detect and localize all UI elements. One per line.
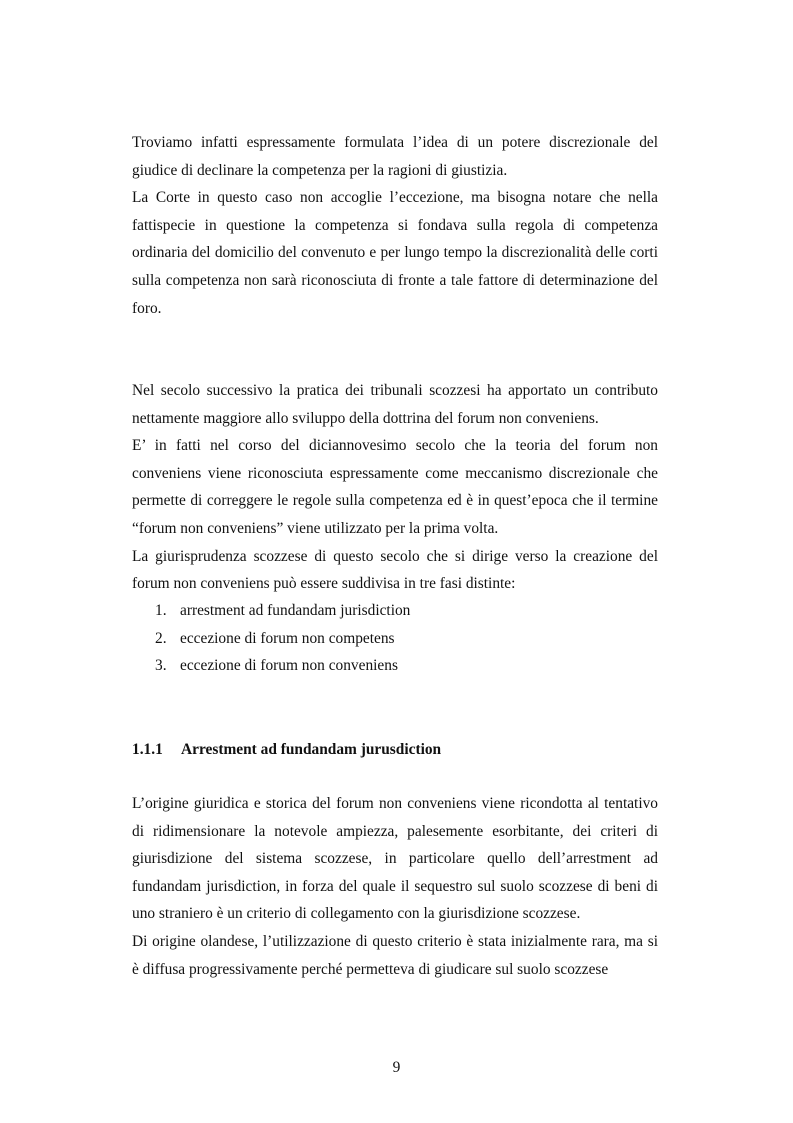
list-item-text: eccezione di forum non competens bbox=[180, 629, 395, 647]
list-item bbox=[155, 597, 410, 625]
section-number: 1.1.1 bbox=[132, 741, 163, 758]
paragraph: Di origine olandese, l’utilizzazione di questo criterio è stata inizialmente rara, ma si è diffusa progressivamente perché permetteva di giudicare sul suolo scozzese bbox=[132, 932, 658, 978]
numbered-list bbox=[155, 597, 410, 680]
paragraph: E’ in fatti nel corso del diciannovesimo secolo che la teoria del forum non conveniens viene riconosciuta espressamente come meccanismo discrezionale che permette di correggere le regole sulla competenza ed è in quest’epoca che il termine “forum non conveniens” viene utilizzato per la prima volta. bbox=[132, 437, 658, 537]
list-item-number: 2. bbox=[155, 629, 167, 647]
paragraph: La giurisprudenza scozzese di questo secolo che si dirige verso la creazione del forum non conveniens può essere suddivisa in tre fasi distinte: bbox=[132, 547, 658, 593]
text-block-bottom bbox=[132, 790, 658, 983]
list-item-text: eccezione di forum non conveniens bbox=[180, 657, 398, 675]
list-item-number: 3. bbox=[155, 657, 167, 675]
paragraph: Troviamo infatti espressamente formulata l’idea di un potere discrezionale del giudice di declinare la competenza per la ragioni di giustizia. bbox=[132, 134, 658, 179]
page-number: 9 bbox=[392, 1059, 401, 1076]
section-heading bbox=[132, 736, 658, 764]
list-item bbox=[155, 652, 410, 680]
section-title: Arrestment ad fundandam jurusdiction bbox=[181, 741, 442, 758]
paragraph: La Corte in questo caso non accoglie l’eccezione, ma bisogna notare che nella fattispecie in questione la competenza si fondava sulla regola di competenza ordinaria del domicilio del convenuto e per lungo tempo la discrezionalità delle corti sulla competenza non sarà riconosciuta di fronte a tale fattore di determinazione del foro. bbox=[132, 189, 658, 317]
paragraph: Nel secolo successivo la pratica dei tribunali scozzesi ha apportato un contributo nettamente maggiore allo sviluppo della dottrina del forum non conveniens. bbox=[132, 382, 658, 427]
text-block-middle bbox=[132, 377, 658, 598]
list-item-number: 1. bbox=[155, 602, 167, 619]
list-item bbox=[155, 625, 410, 653]
list-item-text: arrestment ad fundandam jurisdiction bbox=[180, 602, 411, 619]
text-block-top bbox=[132, 129, 658, 322]
paragraph: L’origine giuridica e storica del forum non conveniens viene ricondotta al tentativo di ridimensionare la notevole ampiezza, palesemente esorbitante, dei criteri di giurisdizione del sistema scozzese, in particolare quello dell’arrestment ad fundandam jurisdiction, in forza del quale il sequestro sul suolo scozzese di beni di uno straniero è un criterio di collegamento con la giurisdizione scozzese. bbox=[132, 795, 658, 923]
